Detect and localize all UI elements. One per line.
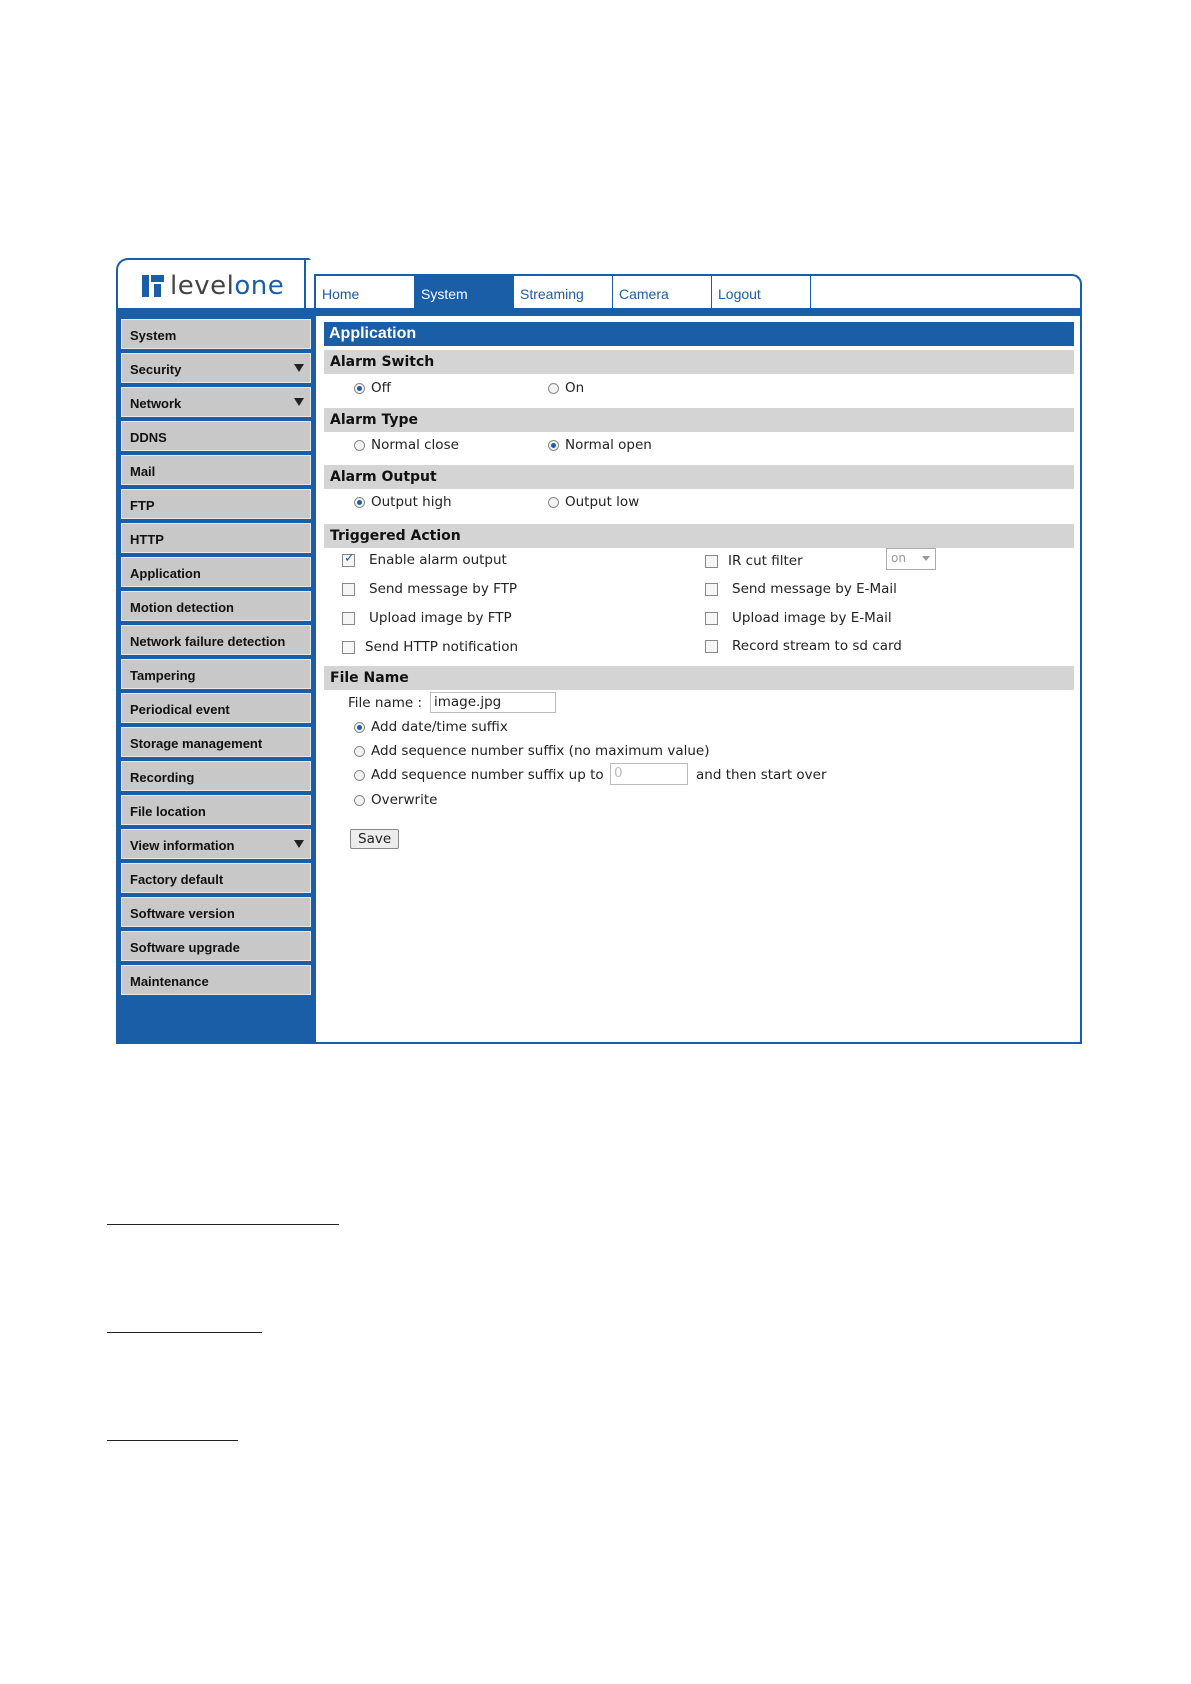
ir-cut-filter-option[interactable]: IR cut filter — [705, 553, 803, 569]
tab-logout[interactable]: Logout — [712, 276, 811, 308]
section-alarm-switch: Alarm Switch — [324, 350, 1074, 374]
suffix-seq-nomax-option[interactable]: Add sequence number suffix (no maximum value) — [354, 743, 710, 759]
alarm-output-high-option[interactable]: Output high — [354, 494, 452, 510]
send-message-ftp-checkbox[interactable] — [342, 583, 355, 596]
underline-rule — [107, 1332, 262, 1333]
send-message-email-option[interactable]: Send message by E-Mail — [705, 581, 897, 597]
section-triggered-action: Triggered Action — [324, 524, 1074, 548]
sidebar-item-maintenance[interactable] — [121, 965, 311, 995]
start-over-label: and then start over — [696, 767, 827, 783]
levelone-logo — [142, 271, 285, 301]
sidebar-item-label: Application — [130, 566, 201, 581]
overwrite-option[interactable]: Overwrite — [354, 792, 437, 808]
underline-rule — [107, 1440, 238, 1441]
upload-image-ftp-option[interactable]: Upload image by FTP — [342, 610, 512, 626]
sidebar-item-label: Factory default — [130, 872, 224, 887]
file-name-input[interactable]: image.jpg — [430, 692, 556, 713]
section-alarm-type: Alarm Type — [324, 408, 1074, 432]
enable-alarm-output-option[interactable]: ✓ Enable alarm output — [342, 552, 507, 568]
upload-image-email-option[interactable]: Upload image by E-Mail — [705, 610, 892, 626]
alarm-type-normal-open-radio[interactable] — [548, 440, 559, 451]
sidebar-item-http[interactable] — [121, 523, 311, 553]
sidebar-item-label: Maintenance — [130, 974, 209, 989]
seq-max-input[interactable]: 0 — [610, 763, 688, 785]
sidebar-item-label: File location — [130, 804, 206, 819]
save-button[interactable]: Save — [350, 829, 399, 849]
tab-camera[interactable]: Camera — [613, 276, 712, 308]
sidebar-item-software-upgrade[interactable] — [121, 931, 311, 961]
sidebar-item-tampering[interactable] — [121, 659, 311, 689]
suffix-datetime-option[interactable]: Add date/time suffix — [354, 719, 508, 735]
enable-alarm-output-checkbox[interactable] — [342, 554, 355, 567]
tab-home[interactable]: Home — [316, 276, 415, 308]
sidebar-item-label: Motion detection — [130, 600, 234, 615]
alarm-switch-on-option[interactable]: On — [548, 380, 584, 396]
sidebar-item-ftp[interactable] — [121, 489, 311, 519]
top-nav — [314, 274, 1082, 308]
sidebar-item-label: Storage management — [130, 736, 263, 751]
overwrite-radio[interactable] — [354, 795, 365, 806]
sidebar-item-label: DDNS — [130, 430, 167, 445]
sidebar-item-label: Mail — [130, 464, 156, 479]
sidebar-item-mail[interactable] — [121, 455, 311, 485]
header-divider — [116, 308, 1082, 316]
caret-down-icon — [294, 840, 304, 848]
send-http-checkbox[interactable] — [342, 641, 355, 654]
caret-down-icon — [294, 364, 304, 372]
sidebar-item-file-location[interactable] — [121, 795, 311, 825]
sidebar-item-label: Periodical event — [130, 702, 230, 717]
sidebar-item-label: Security — [130, 362, 182, 377]
sidebar-item-label: Recording — [130, 770, 195, 785]
alarm-type-normal-open-option[interactable]: Normal open — [548, 437, 652, 453]
sidebar-item-storage-management[interactable] — [121, 727, 311, 757]
alarm-switch-off-radio[interactable] — [354, 383, 365, 394]
sidebar-item-label: HTTP — [130, 532, 164, 547]
tab-system[interactable]: System — [415, 276, 514, 308]
logo-tab — [116, 258, 306, 314]
underline-rule — [107, 1224, 339, 1225]
suffix-datetime-radio[interactable] — [354, 722, 365, 733]
sidebar-item-recording[interactable] — [121, 761, 311, 791]
caret-down-icon — [294, 398, 304, 406]
sidebar-item-label: FTP — [130, 498, 155, 513]
suffix-seq-upto-option[interactable]: Add sequence number suffix up to — [354, 767, 604, 783]
sidebar-item-label: Software upgrade — [130, 940, 240, 955]
alarm-output-low-option[interactable]: Output low — [548, 494, 639, 510]
send-message-ftp-option[interactable]: Send message by FTP — [342, 581, 517, 597]
sidebar-item-view-information[interactable] — [121, 829, 311, 859]
send-message-email-checkbox[interactable] — [705, 583, 718, 596]
alarm-switch-on-radio[interactable] — [548, 383, 559, 394]
sidebar-item-label: Tampering — [130, 668, 196, 683]
record-sd-option[interactable]: Record stream to sd card — [705, 638, 902, 654]
alarm-switch-off-option[interactable]: Off — [354, 380, 391, 396]
file-name-label: File name : — [348, 695, 423, 711]
ir-cut-filter-select[interactable]: on — [886, 548, 936, 570]
upload-image-email-checkbox[interactable] — [705, 612, 718, 625]
alarm-output-high-radio[interactable] — [354, 497, 365, 508]
sidebar-item-factory-default[interactable] — [121, 863, 311, 893]
sidebar-item-motion-detection[interactable] — [121, 591, 311, 621]
sidebar-item-label: Software version — [130, 906, 235, 921]
sidebar — [116, 316, 316, 1044]
alarm-type-normal-close-radio[interactable] — [354, 440, 365, 451]
page-title: Application — [324, 322, 1074, 346]
sidebar-item-security[interactable] — [121, 353, 311, 383]
record-sd-checkbox[interactable] — [705, 640, 718, 653]
chevron-down-icon — [922, 556, 930, 561]
upload-image-ftp-checkbox[interactable] — [342, 612, 355, 625]
send-http-option[interactable]: Send HTTP notification — [342, 639, 518, 655]
sidebar-item-label: System — [130, 328, 177, 343]
sidebar-item-system[interactable] — [121, 319, 311, 349]
sidebar-item-application[interactable] — [121, 557, 311, 587]
sidebar-item-periodical-event[interactable] — [121, 693, 311, 723]
section-file-name: File Name — [324, 666, 1074, 690]
main-panel — [316, 316, 1082, 1044]
alarm-output-low-radio[interactable] — [548, 497, 559, 508]
sidebar-item-label: View information — [130, 838, 235, 853]
sidebar-item-ddns[interactable] — [121, 421, 311, 451]
sidebar-item-label: Network failure detection — [130, 634, 286, 649]
levelone-logo-icon — [142, 275, 164, 297]
sidebar-item-network[interactable] — [121, 387, 311, 417]
ir-cut-filter-checkbox[interactable] — [705, 555, 718, 568]
suffix-seq-nomax-radio[interactable] — [354, 746, 365, 757]
tab-streaming[interactable]: Streaming — [514, 276, 613, 308]
web-ui-frame — [116, 258, 1082, 1044]
suffix-seq-upto-radio[interactable] — [354, 770, 365, 781]
sidebar-item-label: Network — [130, 396, 182, 411]
alarm-type-normal-close-option[interactable]: Normal close — [354, 437, 459, 453]
sidebar-item-software-version[interactable] — [121, 897, 311, 927]
logo-text: levelone — [170, 271, 285, 301]
sidebar-item-network-failure-detection[interactable] — [121, 625, 311, 655]
section-alarm-output: Alarm Output — [324, 465, 1074, 489]
